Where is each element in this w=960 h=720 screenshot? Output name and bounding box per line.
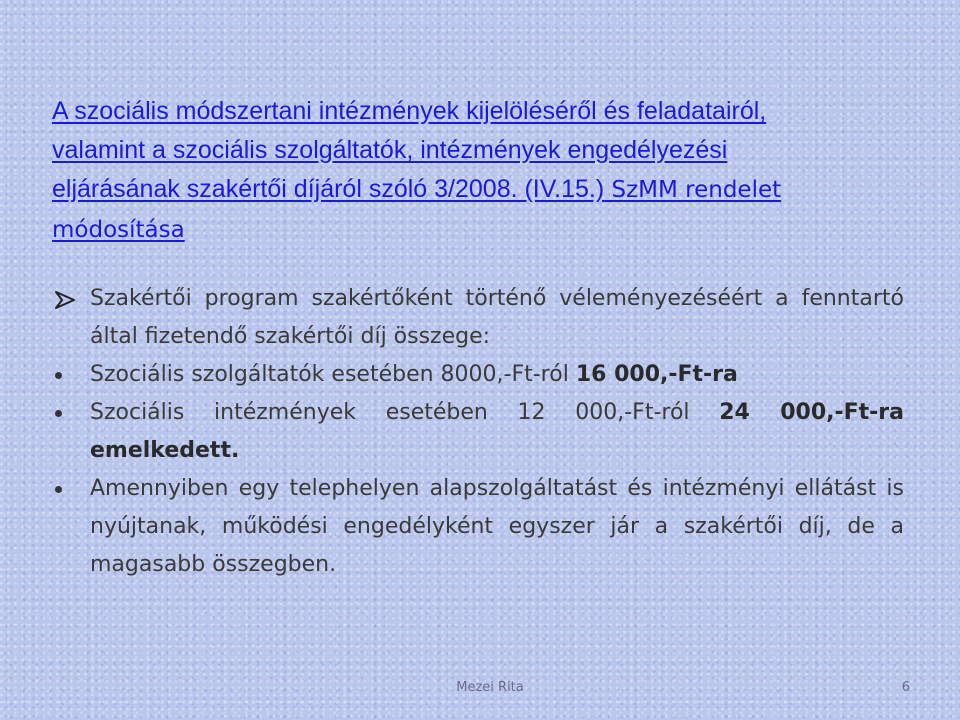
bullet-icon [55,410,62,417]
item-text: Amennyiben egy telephelyen alapszolgáltatást és intézményi ellátást is nyújtanak, működési engedélyként egyszer jár a szakértői díj, de a magasabb összegben. [90,476,904,577]
bullet-icon [55,486,62,493]
title-line-4: módosítása [52,217,185,243]
list-item [52,394,904,470]
title-line-3a: eljárásának szakértői díjáról szóló 3/2008. (IV.15.) [52,175,605,203]
item-bold: 24 000,-Ft-ra emelkedett. [90,400,904,463]
item-text: Szociális intézmények esetében 12 000,-Ft-ról [90,400,720,425]
title-line-3b: SzMM rendelet [604,177,782,203]
list-item [52,470,904,584]
slide-content [52,280,904,584]
bullet-icon [55,372,62,379]
footer-author: Mezei Rita [456,680,524,695]
list-item [52,280,904,356]
item-text: Szociális szolgáltatók esetében 8000,-Ft-ról [90,362,576,387]
list-item [52,356,904,394]
title-line-2: valamint a szociális szolgáltatók, intézmények engedélyezési [52,136,728,164]
item-text: Szakértői program szakértőként történő véleményezéséért a fenntartó által fizetendő szakértői díj összege: [90,286,904,349]
slide-title [52,92,912,250]
title-line-1: A szociális módszertani intézmények kijelöléséről és feladatairól, [52,97,767,125]
item-bold: 16 000,-Ft-ra [575,362,738,387]
page-number: 6 [901,680,910,695]
